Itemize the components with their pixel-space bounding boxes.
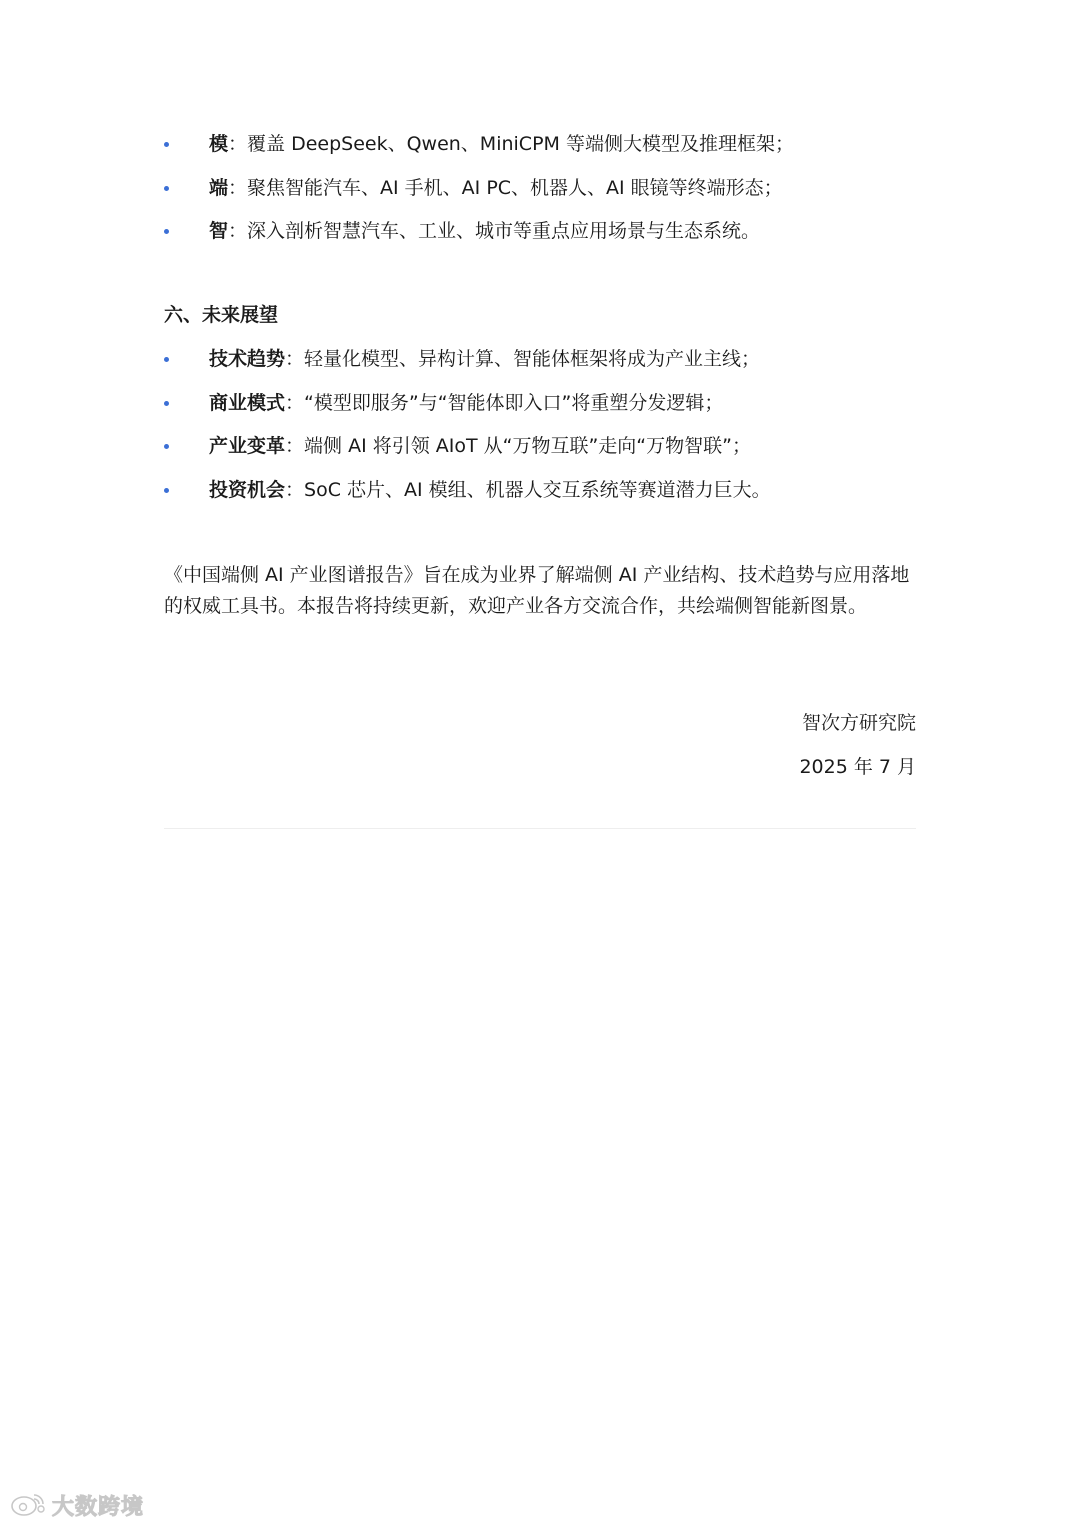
list-item-separator: ： — [228, 220, 248, 242]
list-item-text: SoC 芯片、AI 模组、机器人交互系统等赛道潜力巨大。 — [304, 478, 771, 501]
list-item-label: 商业模式 — [209, 391, 286, 414]
list-item-text: 端侧 AI 将引领 AIoT 从“万物互联”走向“万物智联”； — [304, 435, 751, 457]
bullet-icon — [164, 401, 169, 406]
list-item-text: 聚焦智能汽车、AI 手机、AI PC、机器人、AI 眼镜等终端形态； — [247, 176, 783, 199]
signature-date: 2025 年 7 月 — [799, 756, 916, 778]
bullet-icon — [164, 357, 169, 362]
list-item-text: 覆盖 DeepSeek、Qwen、MiniCPM 等端侧大模型及推理框架； — [247, 133, 794, 155]
bullet-icon — [164, 142, 169, 147]
list-item-text: 深入剖析智慧汽车、工业、城市等重点应用场景与生态系统。 — [247, 220, 761, 242]
list-item-text: 轻量化模型、异构计算、智能体框架将成为产业主线； — [304, 348, 761, 370]
list-item-label: 产业变革 — [209, 435, 286, 457]
list-item-separator: ： — [228, 133, 248, 155]
list-item-separator: ： — [285, 391, 305, 414]
list-item-label: 投资机会 — [209, 478, 286, 501]
bullet-icon — [164, 444, 169, 449]
section-heading: 六、未来展望 — [164, 304, 279, 326]
bullet-icon — [164, 186, 169, 191]
list-item-label: 模 — [209, 133, 229, 155]
divider — [164, 828, 916, 829]
summary-paragraph: 《中国端侧 AI 产业图谱报告》旨在成为业界了解端侧 AI 产业结构、技术趋势与应用落地的权威工具书。本报告将持续更新，欢迎产业各方交流合作，共绘端侧智能新图景。 — [164, 564, 910, 617]
weibo-logo-icon — [10, 1491, 48, 1521]
watermark — [10, 1490, 144, 1521]
list-item-label: 端 — [209, 176, 229, 199]
list-item-separator: ： — [285, 348, 305, 370]
list-item-separator: ： — [285, 435, 305, 457]
list-item-text: “模型即服务”与“智能体即入口”将重塑分发逻辑； — [304, 391, 724, 414]
signature-organization: 智次方研究院 — [801, 712, 916, 734]
signature-block — [799, 711, 916, 779]
list-item-separator: ： — [285, 478, 305, 501]
bullet-icon — [164, 229, 169, 234]
bullet-icon — [164, 488, 169, 493]
list-item-label: 智 — [209, 220, 229, 242]
list-item-label: 技术趋势 — [209, 348, 286, 370]
list-item-separator: ： — [228, 176, 248, 199]
watermark-text: 大数跨境 — [52, 1495, 145, 1520]
